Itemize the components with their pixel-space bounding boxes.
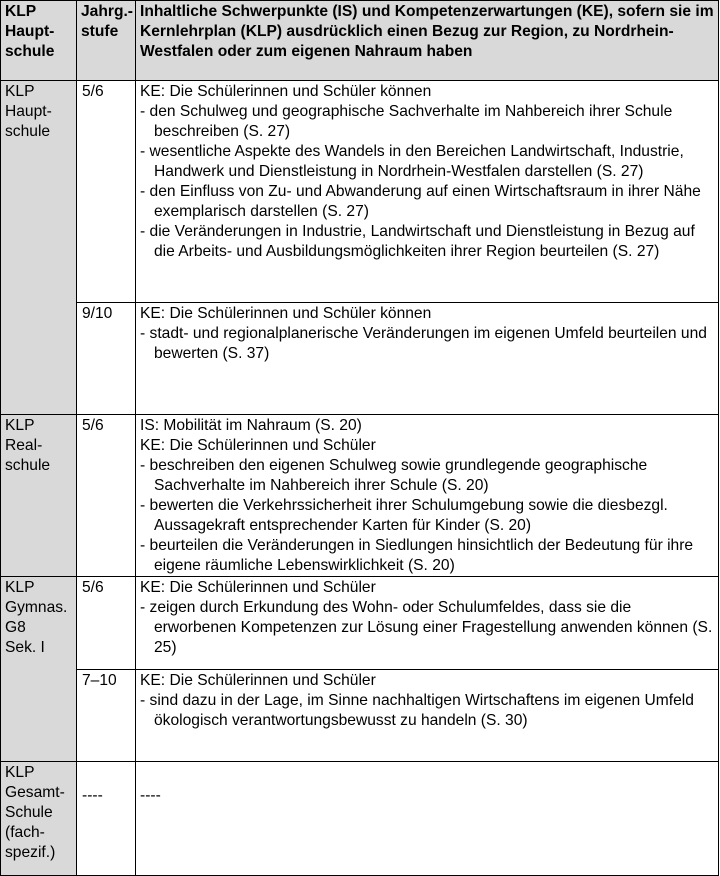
content-cell [136,81,719,303]
list-item: - beschreiben den eigenen Schulweg sowie grundlegende geographische Sachverhalte im Nahbereich ihrer Schule (S. 20) [140,457,648,494]
list-item: - den Schulweg und geographische Sachverhalte im Nahbereich ihrer Schule beschreiben (S. 27) [140,103,673,140]
grade-cell: ---- [77,762,136,876]
school-realschule: KLP Real- schule [1,415,77,577]
content-cell [136,670,719,762]
content-cell [136,415,719,577]
content-cell [136,303,719,415]
content-line: KE: Die Schülerinnen und Schüler [140,437,376,454]
list-item: - den Einfluss von Zu- und Abwanderung auf einen Wirtschaftsraum in ihrer Nähe exemplarisch darstellen (S. 27) [140,183,701,220]
content-line: KE: Die Schülerinnen und Schüler können [140,83,432,100]
list-item: - beurteilen die Veränderungen in Siedlungen hinsichtlich der Bedeutung für ihre eigene räumliche Lebenswirklichkeit (S. 20) [140,537,694,574]
grade-cell: 5/6 [77,577,136,670]
list-item: - sind dazu in der Lage, im Sinne nachhaltigen Wirtschaftens im eigenen Umfeld ökologisch verantwortungsbewusst zu handeln (S. 30) [140,692,694,729]
table-row [1,577,719,670]
table-row [1,670,719,762]
school-gesamtschule: KLP Gesamt- Schule (fach- spezif.) [1,762,77,876]
content-line: ---- [140,787,161,804]
table-row [1,81,719,303]
school-gymnasium: KLP Gymnas. G8 Sek. I [1,577,77,762]
content-line: KE: Die Schülerinnen und Schüler [140,579,376,596]
school-hauptschule: KLP Haupt- schule [1,81,77,415]
content-line: KE: Die Schülerinnen und Schüler [140,672,376,689]
content-cell [136,577,719,670]
grade-cell: 7–10 [77,670,136,762]
list-item: - wesentliche Aspekte des Wandels in den Bereichen Landwirtschaft, Industrie, Handwerk und Dienstleistung in Nordrhein-Westfalen darstellen (S. 27) [140,143,684,180]
content-cell [136,762,719,876]
header-school: KLP Haupt- schule [1,1,77,81]
table-row [1,303,719,415]
header-grade: Jahrg.- stufe [77,1,136,81]
list-item: - die Veränderungen in Industrie, Landwirtschaft und Dienstleistung in Bezug auf die Arbeits- und Ausbildungsmöglichkeiten ihrer Region beurteilen (S. 27) [140,223,695,260]
content-line: KE: Die Schülerinnen und Schüler können [140,305,432,322]
grade-cell: 5/6 [77,81,136,303]
list-item: - stadt- und regionalplanerische Veränderungen im eigenen Umfeld beurteilen und bewerten (S. 37) [140,325,707,362]
list-item: - zeigen durch Erkundung des Wohn- oder Schulumfeldes, dass sie die erworbenen Kompetenzen zur Lösung einer Fragestellung anwenden können (S. 25) [140,599,713,656]
content-line: IS: Mobilität im Nahraum (S. 20) [140,417,362,434]
list-item: - bewerten die Verkehrssicherheit ihrer Schulumgebung sowie die diesbezgl. Aussagekraft entsprechender Karten für Kinder (S. 20) [140,497,668,534]
table-row [1,762,719,876]
table-row [1,415,719,577]
header-row [1,1,719,81]
header-content: Inhaltliche Schwerpunkte (IS) und Kompetenzerwartungen (KE), sofern sie im Kernlehrplan (KLP) ausdrücklich einen Bezug zur Region, zu Nordrhein-Westfalen oder zum eigenen Nahraum haben [136,1,719,81]
grade-cell: 5/6 [77,415,136,577]
grade-cell: 9/10 [77,303,136,415]
